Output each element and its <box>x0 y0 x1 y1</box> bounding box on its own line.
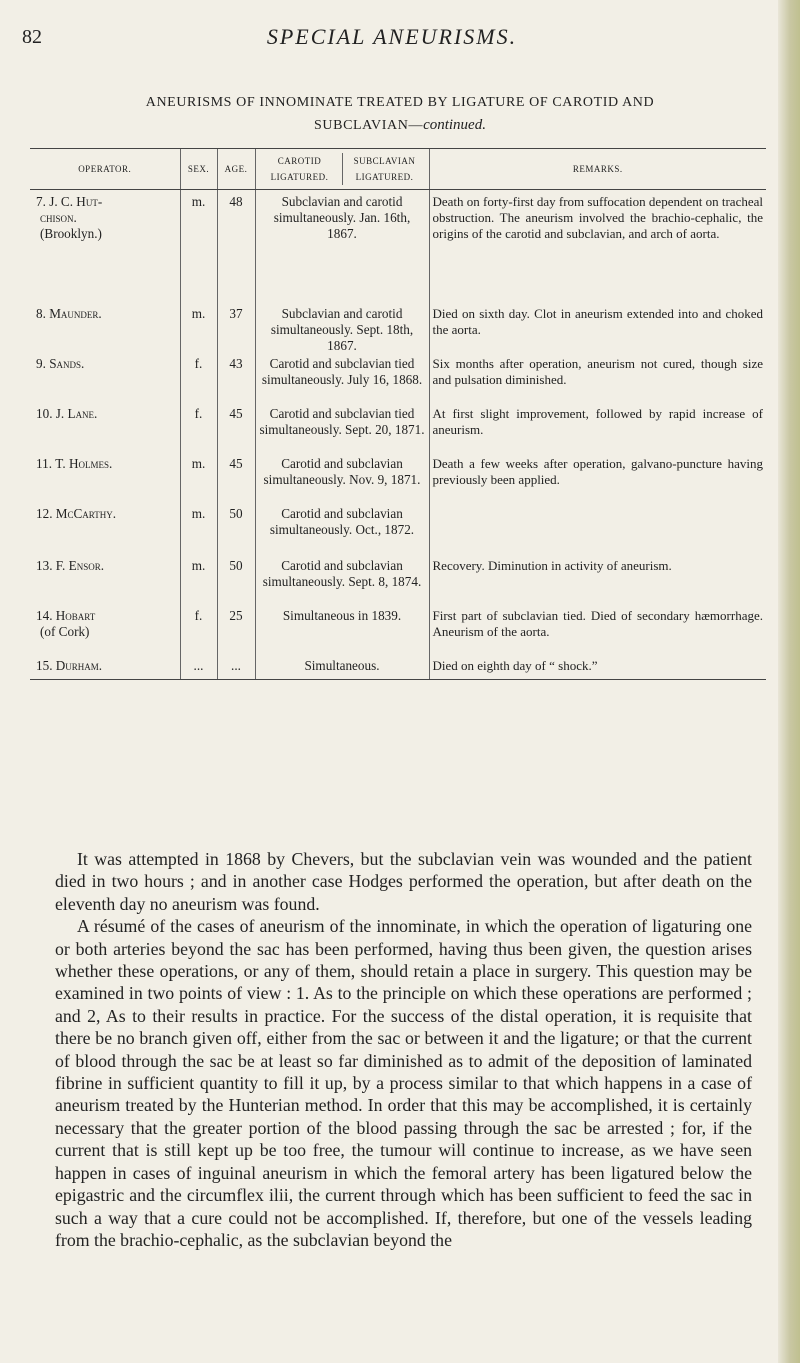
age-cell: 48 <box>217 190 255 306</box>
sex-cell: f. <box>180 608 217 658</box>
age-cell: 45 <box>217 406 255 456</box>
remarks-cell: Death a few weeks after operation, galvano-puncture having previously been applied. <box>429 456 766 506</box>
operator-cell <box>30 406 180 456</box>
header-remarks: REMARKS. <box>429 149 766 190</box>
table-title-line1: ANEURISMS OF INNOMINATE TREATED BY LIGATURE OF CAROTID AND <box>145 95 655 110</box>
ligatured-cell: Carotid and subclavian tied simultaneously. July 16, 1868. <box>255 356 429 406</box>
sex-cell: m. <box>180 306 217 356</box>
table-row <box>30 356 766 406</box>
paragraph-2: A résumé of the cases of aneurism of the innominate, in which the operation of ligaturing one or both arteries beyond the sac has been performed, having thus been given, the question arises whether these operations, or any of them, should retain a place in surgery. This question may be examined in two points of view : 1. As to the principle on which these operations are performed ; and 2, As to their results in practice. For the success of the distal operation, it is requisite that there be no branch given off, either from the sac or between it and the ligature; or that the current of blood through the sac be at least so far diminished as to admit of the deposition of laminated fibrine in sufficient quantity to fill it up, by a process similar to that which happens in a case of aneurism treated by the Hunterian method. In order that this may be accomplished, it is certainly necessary that the greater portion of the blood passing through the sac be arrested ; for, if the current that is still kept up be too free, the tumour will continue to increase, as we have seen happen in cases of inguinal aneurism in which the femoral artery has been ligatured below the epigastric and the circumflex ilii, the current through which has been sufficient to feed the sac in such a way that a cure could not be accomplished. If, therefore, but one of the vessels leading from the brachio-cephalic, as the subclavian beyond the <box>55 916 752 1250</box>
table-title <box>30 92 770 137</box>
sex-cell: f. <box>180 406 217 456</box>
header-operator: OPERATOR. <box>30 149 180 190</box>
sex-cell: m. <box>180 456 217 506</box>
ligatured-cell: Subclavian and carotid simultaneously. Sept. 18th, 1867. <box>255 306 429 356</box>
operator-cell <box>30 306 180 356</box>
table-row <box>30 306 766 356</box>
ligatured-cell: Carotid and subclavian tied simultaneously. Sept. 20, 1871. <box>255 406 429 456</box>
operator-cell <box>30 506 180 558</box>
header-sex: SEX. <box>180 149 217 190</box>
remarks-cell: First part of subclavian tied. Died of secondary hæmorrhage. Aneurism of the aorta. <box>429 608 766 658</box>
operator-name: J. C. Hut- <box>49 194 103 209</box>
header-age: AGE. <box>217 149 255 190</box>
ligatured-cell: Carotid and subclavian simultaneously. Nov. 9, 1871. <box>255 456 429 506</box>
operator-cell <box>30 658 180 680</box>
running-title: SPECIAL ANEURISMS. <box>266 24 518 49</box>
remarks-cell <box>429 506 766 558</box>
row-number: 15. <box>36 657 53 673</box>
row-number: 9. <box>36 355 46 371</box>
page-header <box>22 26 762 52</box>
header-carotid: CAROTID LIGATURED. <box>258 153 343 185</box>
sex-cell: m. <box>180 558 217 608</box>
table-row <box>30 456 766 506</box>
age-cell: 37 <box>217 306 255 356</box>
ligatured-cell: Simultaneous in 1839. <box>255 608 429 658</box>
body-text <box>55 848 752 1251</box>
paragraph-1: It was attempted in 1868 by Chevers, but the subclavian vein was wounded and the patient died in two hours ; and in another case Hodges performed the operation, but after death on the eleventh day no aneurism was found. <box>55 849 752 914</box>
age-cell: 50 <box>217 558 255 608</box>
sex-cell: m. <box>180 190 217 306</box>
table-title-continued: continued. <box>423 117 486 133</box>
operator-cell <box>30 190 180 306</box>
aneurism-cases-table <box>30 148 766 680</box>
operator-name: J. Lane. <box>55 405 98 421</box>
operator-cell <box>30 558 180 608</box>
row-number: 8. <box>36 305 46 321</box>
age-cell: 25 <box>217 608 255 658</box>
remarks-cell: Died on sixth day. Clot in aneurism extended into and choked the aorta. <box>429 306 766 356</box>
remarks-cell: Died on eighth day of “ shock.” <box>429 658 766 680</box>
table-row <box>30 658 766 680</box>
row-number: 13. <box>36 557 53 573</box>
age-cell: 43 <box>217 356 255 406</box>
operator-place: (of Cork) <box>40 623 90 639</box>
sex-cell: f. <box>180 356 217 406</box>
operator-cell <box>30 456 180 506</box>
operator-cell <box>30 356 180 406</box>
operator-name: F. Ensor. <box>55 557 105 573</box>
remarks-cell: Six months after operation, aneurism not cured, though size and pulsation diminished. <box>429 356 766 406</box>
table-row <box>30 608 766 658</box>
header-subclavian: SUBCLAVIAN LIGATURED. <box>353 156 416 182</box>
ligatured-cell: Subclavian and carotid simultaneously. Jan. 16th, 1867. <box>255 190 429 306</box>
table-row <box>30 190 766 306</box>
table-row <box>30 506 766 558</box>
operator-name: McCarthy. <box>55 505 117 521</box>
table-header-row <box>30 149 766 190</box>
operator-place: (Brooklyn.) <box>40 226 102 241</box>
table-title-line2: SUBCLAVIAN— <box>314 118 424 133</box>
table-row <box>30 558 766 608</box>
operator-name: Durham. <box>55 657 103 673</box>
operator-name: Sands. <box>49 355 85 371</box>
age-cell: 45 <box>217 456 255 506</box>
table-row <box>30 406 766 456</box>
remarks-cell: At first slight improvement, followed by rapid increase of aneurism. <box>429 406 766 456</box>
row-number: 7. <box>36 194 46 209</box>
row-number: 12. <box>36 505 53 521</box>
header-ligatured <box>255 149 429 190</box>
sex-cell: ... <box>180 658 217 680</box>
remarks-cell: Recovery. Diminution in activity of aneurism. <box>429 558 766 608</box>
row-number: 11. <box>36 455 52 471</box>
row-number: 14. <box>36 607 53 623</box>
page-number: 82 <box>22 26 42 48</box>
operator-cell <box>30 608 180 658</box>
operator-name: Hobart <box>55 607 96 623</box>
remarks-cell: Death on forty-first day from suffocation dependent on tracheal obstruction. The aneurism involved the brachio-cephalic, the origins of the carotid and subclavian, and arch of aorta. <box>429 190 766 306</box>
operator-name: Maunder. <box>49 305 102 321</box>
sex-cell: m. <box>180 506 217 558</box>
ligatured-cell: Carotid and subclavian simultaneously. Oct., 1872. <box>255 506 429 558</box>
operator-name: T. Holmes. <box>55 455 113 471</box>
operator-name-cont: chison. <box>40 210 77 225</box>
ligatured-cell: Carotid and subclavian simultaneously. Sept. 8, 1874. <box>255 558 429 608</box>
age-cell: ... <box>217 658 255 680</box>
ligatured-cell: Simultaneous. <box>255 658 429 680</box>
row-number: 10. <box>36 405 53 421</box>
age-cell: 50 <box>217 506 255 558</box>
page-edge <box>778 0 800 1363</box>
